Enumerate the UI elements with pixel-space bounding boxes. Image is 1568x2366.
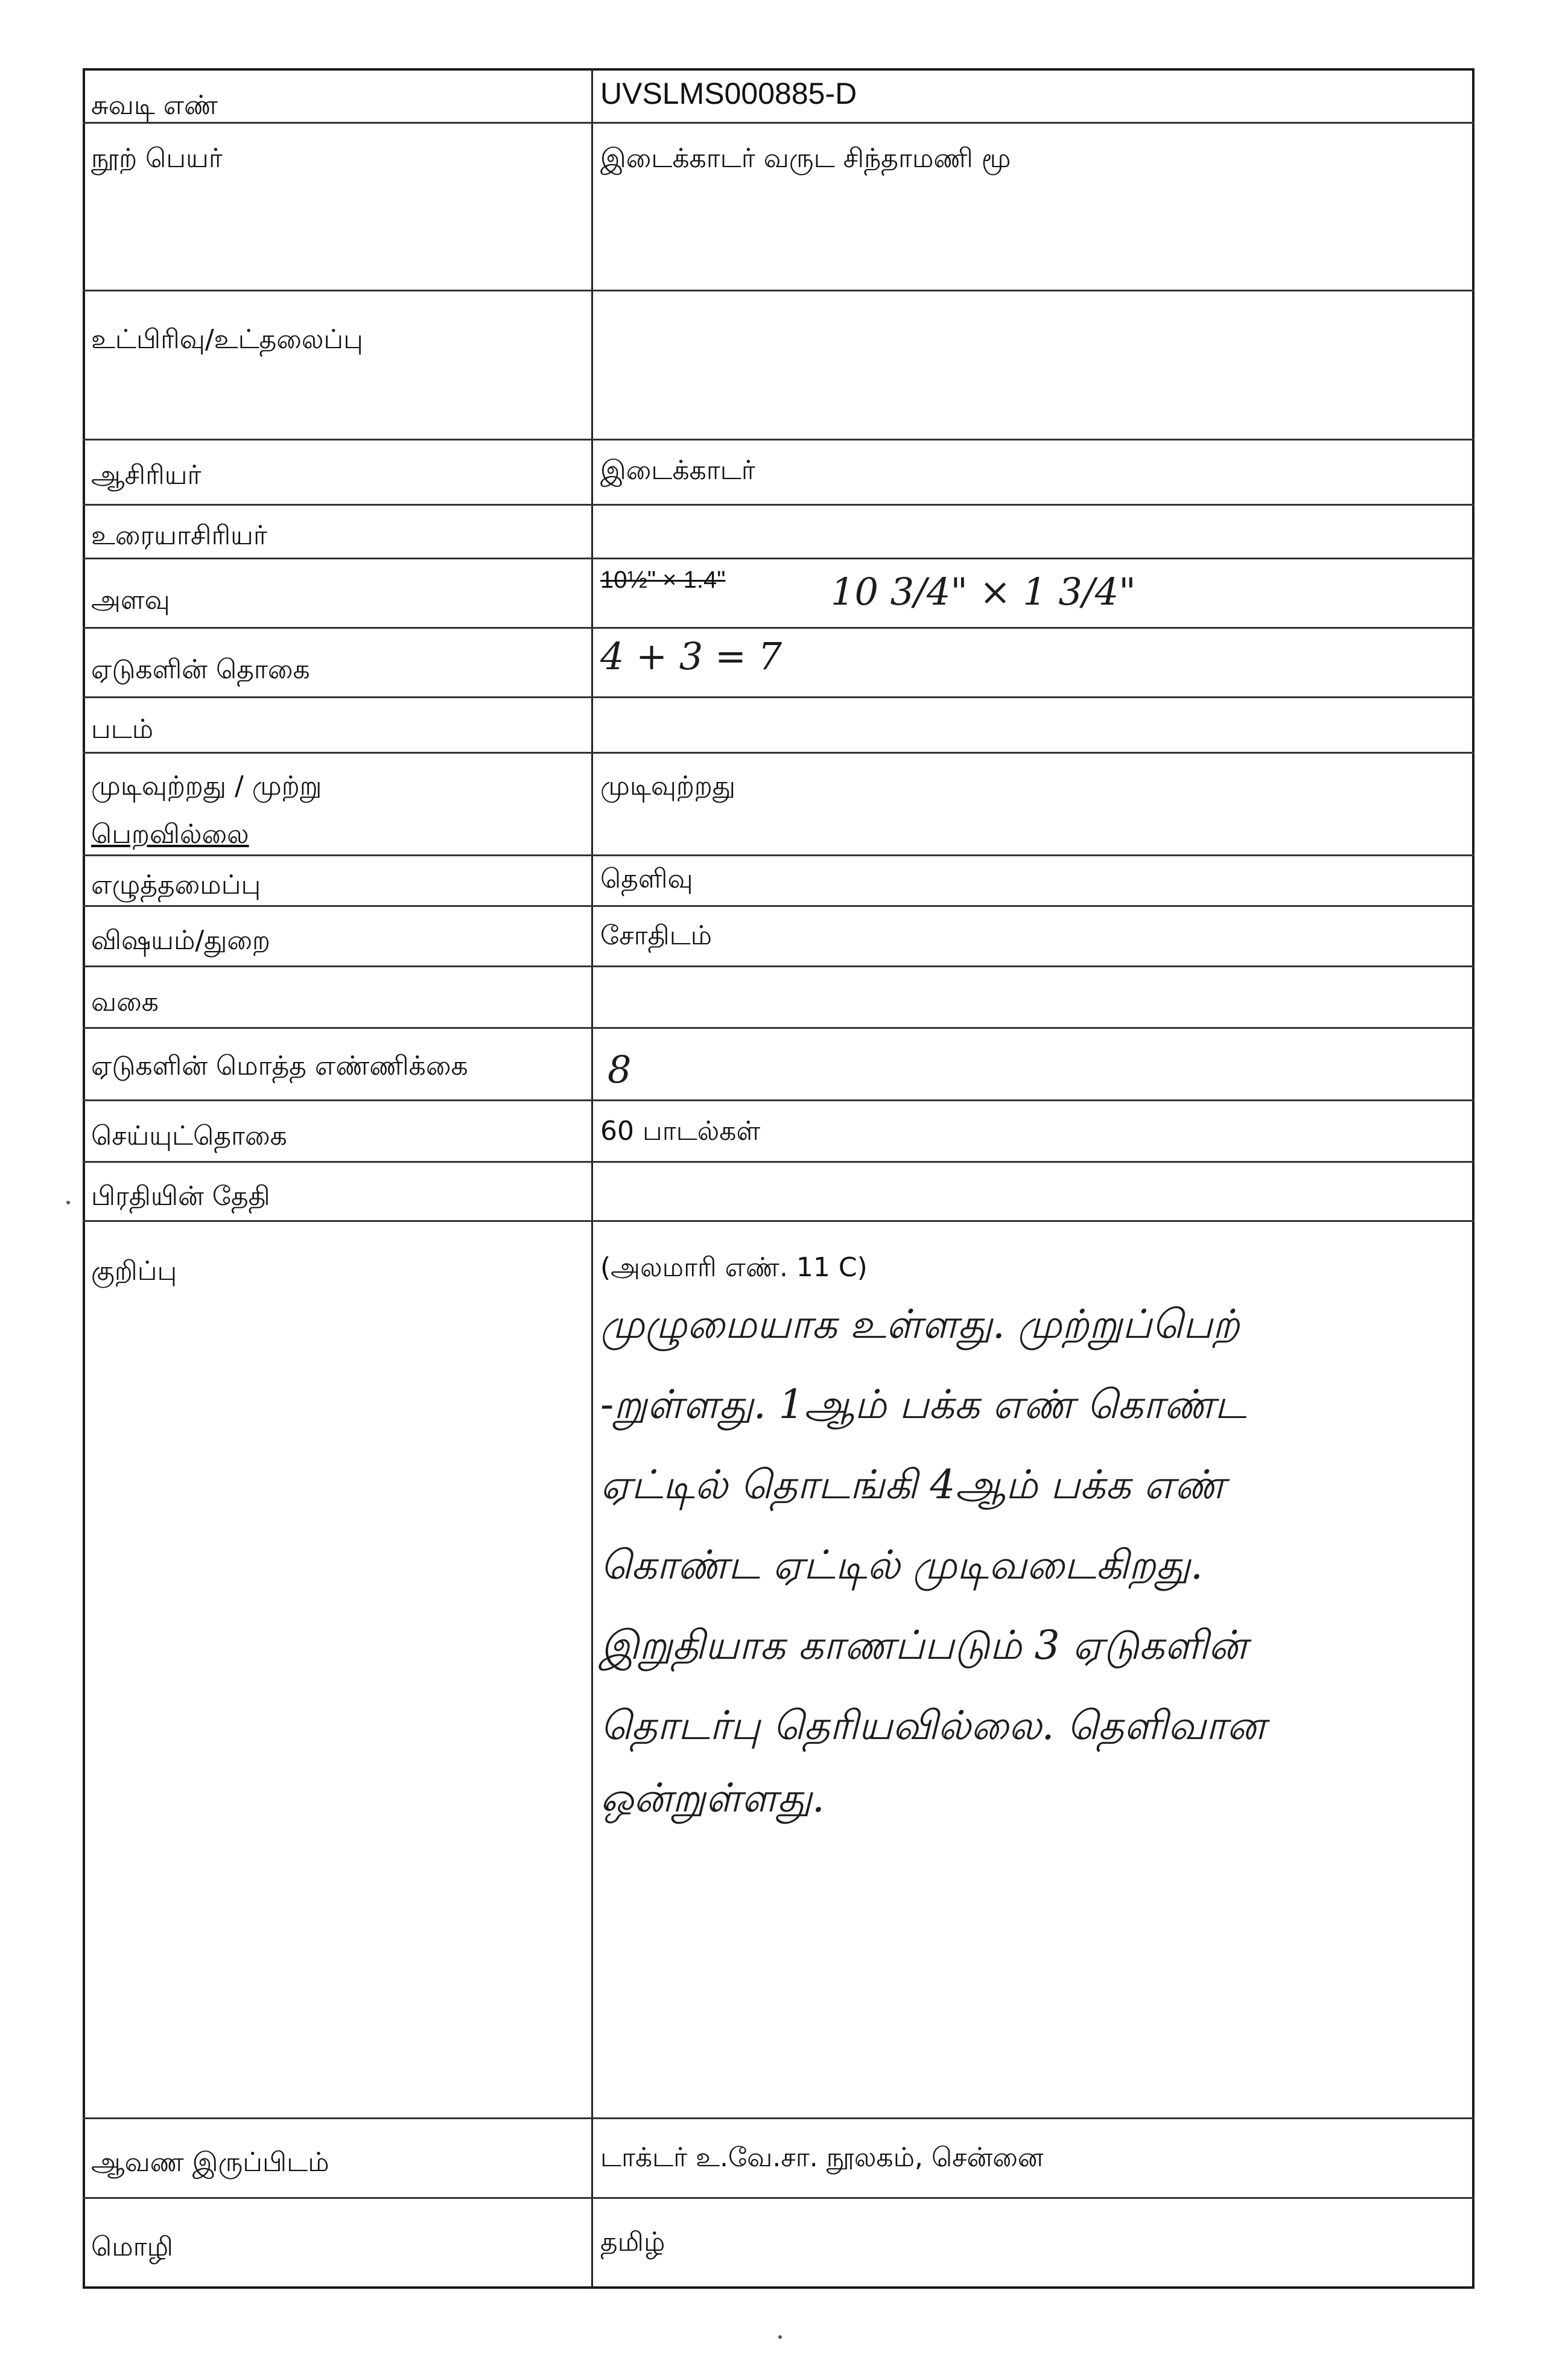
row-notes <box>83 1222 1474 2119</box>
subject-value: சோதிடம் <box>600 920 713 951</box>
language-value: தமிழ் <box>600 2227 665 2257</box>
notes-label: குறிப்பு <box>91 1256 177 1286</box>
row-author <box>83 440 1474 506</box>
completeness-label-line1: முடிவுற்றது / முற்று <box>91 771 322 801</box>
notes-handwritten-line: தொடர்பு தெரியவில்லை. தெளிவான <box>600 1702 1266 1749</box>
row-copy-date <box>83 1163 1474 1222</box>
copy-date-label: பிரதியின் தேதி <box>91 1181 270 1212</box>
script-value: தெளிவு <box>600 863 693 894</box>
scan-speck <box>66 1201 70 1204</box>
completeness-value: முடிவுற்றது <box>600 771 736 801</box>
size-label: அளவு <box>91 585 170 615</box>
notes-handwritten-line: ஏட்டில் தொடங்கி 4ஆம் பக்க எண் <box>600 1461 1225 1508</box>
leaf-count-label: ஏடுகளின் தொகை <box>91 654 310 685</box>
row-verse-count <box>83 1101 1474 1163</box>
notes-handwritten-line: -றுள்ளது. 1ஆம் பக்க எண் கொண்ட <box>600 1381 1246 1428</box>
row-picture <box>83 698 1474 754</box>
subject-label: விஷயம்/துறை <box>91 925 270 956</box>
row-manuscript-id <box>83 68 1474 124</box>
author-value: இடைக்காடர் <box>600 455 755 486</box>
type-label: வகை <box>91 987 159 1017</box>
row-size <box>83 559 1474 629</box>
notes-handwritten-line: ஒன்றுள்ளது. <box>600 1775 825 1821</box>
total-leaves-value: 8 <box>608 1048 632 1092</box>
repository-label: ஆவண இருப்பிடம் <box>91 2147 329 2178</box>
manuscript-id-label: சுவடி எண் <box>91 90 218 121</box>
row-script <box>83 856 1474 907</box>
notes-handwritten-line: இறுதியாக காணப்படும் 3 ஏடுகளின் <box>600 1622 1248 1668</box>
row-leaf-count <box>83 629 1474 698</box>
scan-speck <box>778 2335 782 2339</box>
picture-label: படம் <box>91 714 154 745</box>
notes-printed-shelf: (அலமாரி எண். 11 C) <box>600 1252 868 1283</box>
manuscript-id-value: UVSLMS000885-D <box>600 77 857 110</box>
row-type <box>83 967 1474 1029</box>
row-subdivision <box>83 291 1474 440</box>
row-commentator <box>83 506 1474 559</box>
size-value-struck: 10½" × 1.4" <box>600 567 726 593</box>
script-label: எழுத்தமைப்பு <box>91 870 261 900</box>
row-title <box>83 124 1474 291</box>
notes-handwritten-line: முழுமையாக உள்ளது. முற்றுப்பெற் <box>600 1301 1240 1347</box>
size-value-handwritten: 10 3/4" × 1 3/4" <box>831 570 1136 614</box>
completeness-label-line2: பெறவில்லை <box>91 819 249 850</box>
row-subject <box>83 907 1474 967</box>
title-label: நூற் பெயர் <box>91 143 223 174</box>
row-repository <box>83 2119 1474 2199</box>
row-completeness <box>83 754 1474 856</box>
title-value: இடைக்காடர் வருட சிந்தாமணி மூ <box>600 143 1011 174</box>
leaf-count-value: 4 + 3 = 7 <box>600 634 782 678</box>
verse-count-value: 60 பாடல்கள் <box>600 1116 761 1146</box>
repository-value: டாக்டர் உ.வே.சா. நூலகம், சென்னை <box>600 2142 1044 2173</box>
notes-handwritten-line: கொண்ட ஏட்டில் முடிவடைகிறது. <box>600 1542 1203 1588</box>
author-label: ஆசிரியர் <box>91 460 202 491</box>
row-language <box>83 2199 1474 2289</box>
total-leaves-label: ஏடுகளின் மொத்த எண்ணிக்கை <box>91 1051 468 1081</box>
subdivision-label: உட்பிரிவு/உட்தலைப்பு <box>91 324 363 355</box>
verse-count-label: செய்யுட்தொகை <box>91 1121 287 1151</box>
language-label: மொழி <box>91 2231 173 2262</box>
row-total-leaves <box>83 1029 1474 1101</box>
commentator-label: உரையாசிரியர் <box>91 520 267 551</box>
